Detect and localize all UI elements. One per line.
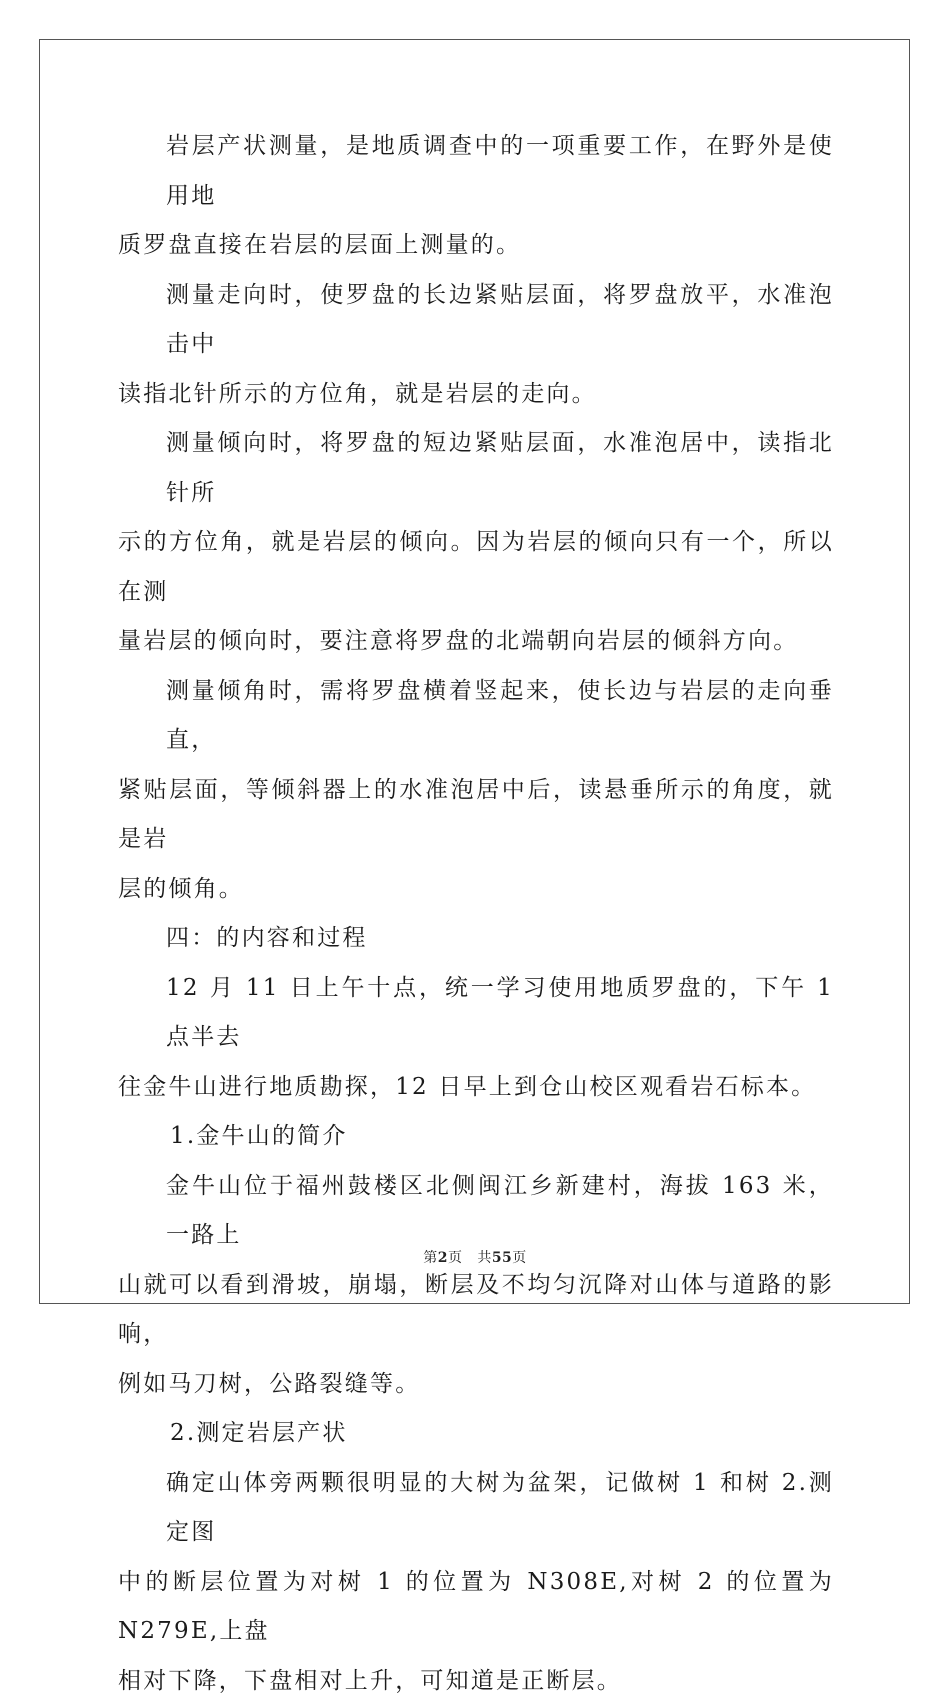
text-line: 层的倾角。 — [118, 865, 834, 915]
subheading-1 — [118, 1112, 834, 1162]
text-line: 相对下降，下盘相对上升，可知道是正断层。 — [118, 1657, 834, 1706]
heading-text: 2.测定岩层产状 — [118, 1409, 834, 1459]
footer-total-unit: 页 — [512, 1250, 527, 1266]
footer-page-prefix: 第 — [423, 1250, 438, 1266]
text-line: 岩层产状测量，是地质调查中的一项重要工作，在野外是使用地 — [118, 122, 834, 221]
footer-page-unit: 页 — [448, 1250, 463, 1266]
paragraph-3 — [118, 419, 834, 667]
text-line: 确定山体旁两颗很明显的大树为盆架，记做树 1 和树 2.测定图 — [118, 1459, 834, 1558]
paragraph-10 — [118, 1459, 834, 1706]
paragraph-8 — [118, 1162, 834, 1410]
text-line: 读指北针所示的方位角，就是岩层的走向。 — [118, 370, 834, 420]
text-line: 量岩层的倾向时，要注意将罗盘的北端朝向岩层的倾斜方向。 — [118, 617, 834, 667]
text-line: 示的方位角，就是岩层的倾向。因为岩层的倾向只有一个，所以在测 — [118, 518, 834, 617]
text-line: 质罗盘直接在岩层的层面上测量的。 — [118, 221, 834, 271]
text-line: 例如马刀树，公路裂缝等。 — [118, 1360, 834, 1410]
text-line: 金牛山位于福州鼓楼区北侧闽江乡新建村，海拔 163 米，一路上 — [118, 1162, 834, 1261]
document-body — [118, 122, 834, 1706]
text-line: 12 月 11 日上午十点，统一学习使用地质罗盘的，下午 1 点半去 — [118, 964, 834, 1063]
text-line: 山就可以看到滑坡，崩塌，断层及不均匀沉降对山体与道路的影响， — [118, 1261, 834, 1360]
footer-total-prefix: 共 — [477, 1250, 492, 1266]
paragraph-4 — [118, 667, 834, 915]
page-footer — [0, 1247, 950, 1267]
subheading-2 — [118, 1409, 834, 1459]
paragraph-6 — [118, 964, 834, 1113]
text-line: 往金牛山进行地质勘探，12 日早上到仓山校区观看岩石标本。 — [118, 1063, 834, 1113]
footer-page-number: 2 — [438, 1250, 448, 1266]
heading-text: 1.金牛山的简介 — [118, 1112, 834, 1162]
paragraph-1 — [118, 122, 834, 271]
text-line: 紧贴层面，等倾斜器上的水准泡居中后，读悬垂所示的角度，就是岩 — [118, 766, 834, 865]
footer-total-pages: 55 — [492, 1250, 512, 1266]
section-heading-4 — [118, 914, 834, 964]
text-line: 测量倾向时，将罗盘的短边紧贴层面，水准泡居中，读指北针所 — [118, 419, 834, 518]
text-line: 测量走向时，使罗盘的长边紧贴层面，将罗盘放平，水准泡击中 — [118, 271, 834, 370]
heading-text: 四：的内容和过程 — [118, 914, 834, 964]
text-line: 中的断层位置为对树 1 的位置为 N308E,对树 2 的位置为 N279E,上盘 — [118, 1558, 834, 1657]
paragraph-2 — [118, 271, 834, 420]
text-line: 测量倾角时，需将罗盘横着竖起来，使长边与岩层的走向垂直， — [118, 667, 834, 766]
